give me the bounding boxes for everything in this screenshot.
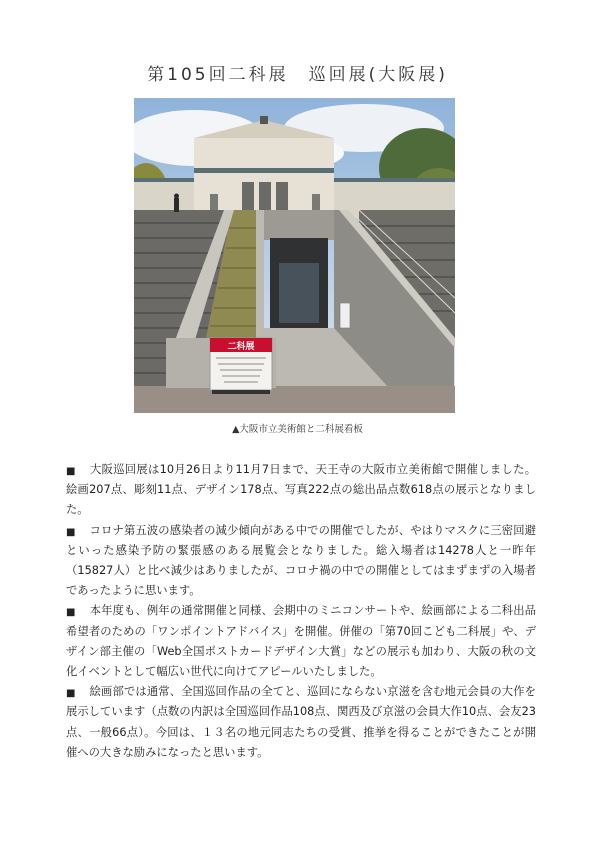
body-text (66, 460, 536, 763)
paragraph-text: 大阪巡回展は10月26日より11月7日まで、天王寺の大阪市立美術館で開催しました。 絵画207点、彫刻11点、デザイン178点、写真222点の総出品点数618点の展示となりました。 (66, 463, 536, 517)
paragraph (66, 601, 536, 682)
paragraph (66, 521, 536, 602)
square-bullet-icon (66, 461, 78, 472)
paragraph-text: 絵画部では通常、全国巡回作品の全てと、巡回にならない京滋を含む地元会員の大作を展示しています（点数の内訳は全国巡回作品108点、関西及び京滋の会員大作10点、会友23点、一般66点）。今回は、１３名の地元同志たちの受賞、推挙を得ることができたことが開催への大きな励みになったと思います。 (66, 685, 536, 759)
paragraph (66, 682, 536, 763)
document-title: 第105回二科展 巡回展(大阪展) (147, 65, 448, 85)
paragraph-text: コロナ第五波の感染者の減少傾向がある中での開催でしたが、やはりマスクに三密回避といった感染予防の緊張感のある展覧会となりました。総入場者は14278人と一昨年（15827人）と比べ減少はありましたが、コロナ禍の中での開催としてはまずまずの入場者であったように思います。 (66, 523, 536, 598)
square-bullet-icon (66, 683, 78, 694)
square-bullet-icon (66, 602, 78, 613)
sign-text: 二科展 (227, 342, 255, 352)
paragraph (66, 460, 536, 521)
paragraph-text: 本年度も、例年の通常開催と同様、会期中のミニコンサートや、絵画部による二科出品希望者のための「ワンポイントアドバイス」を開催。併催の「第70回こども二科展」や、デザイン部主催の「Web全国ポストカードデザイン大賞」などの展示も加わり、大阪の秋の文化イベントとして幅広い世代に向けてアピールいたしました。 (66, 604, 536, 679)
museum-photo (134, 98, 455, 413)
photo-caption: ▲大阪市立美術館と二科展看板 (232, 424, 363, 435)
square-bullet-icon (66, 522, 78, 533)
